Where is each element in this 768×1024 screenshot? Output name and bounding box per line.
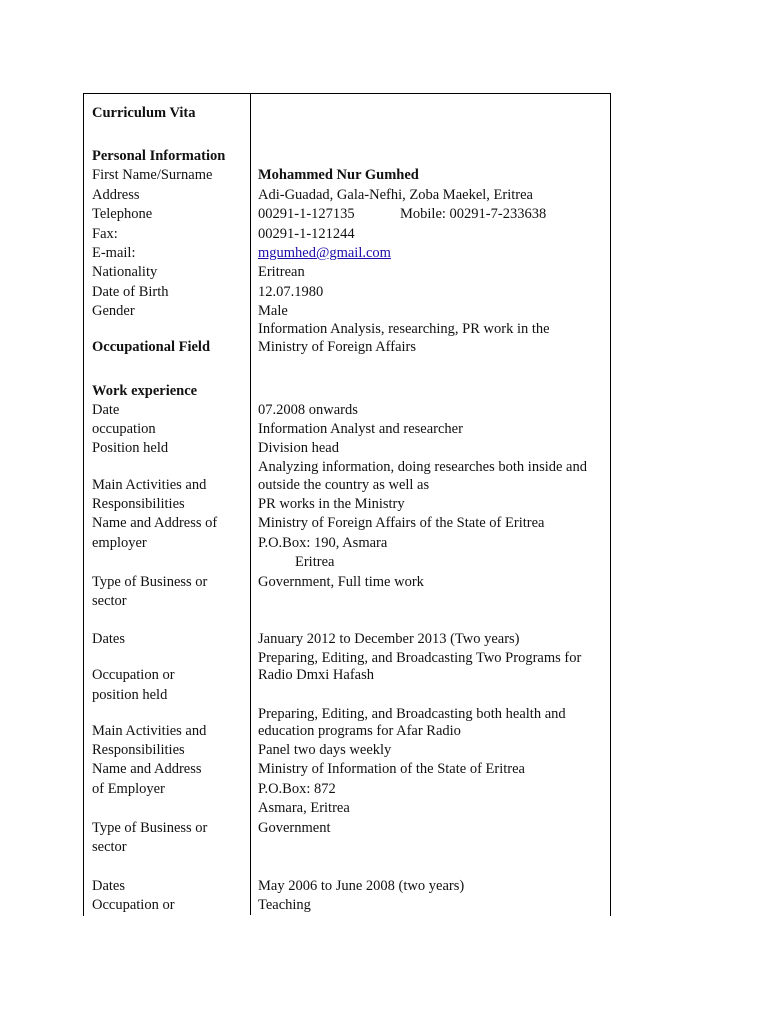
section-heading-occupational: Occupational Field (92, 339, 211, 355)
job2-employer-value-3: Asmara, Eritrea (258, 800, 350, 816)
label-first-name: First Name/Surname (92, 167, 213, 183)
job2-occupation-value-2: Radio Dmxi Hafash (258, 667, 374, 683)
job1-employer-value-3: Eritrea (295, 554, 335, 570)
job2-dates-value: January 2012 to December 2013 (Two years) (258, 631, 520, 647)
value-telephone: 00291-1-127135 (258, 206, 355, 222)
value-gender: Male (258, 303, 288, 319)
job1-business-label-2: sector (92, 593, 127, 609)
label-email: E-mail: (92, 245, 136, 261)
label-telephone: Telephone (92, 206, 153, 222)
value-first-name: Mohammed Nur Gumhed (258, 167, 419, 183)
value-mobile: Mobile: 00291-7-233638 (400, 206, 547, 222)
job2-business-label-1: Type of Business or (92, 820, 208, 836)
job2-dates-label: Dates (92, 631, 126, 647)
label-nationality: Nationality (92, 264, 158, 280)
job2-occupation-value-1: Preparing, Editing, and Broadcasting Two Programs for (258, 650, 582, 666)
job2-activities-value-2: education programs for Afar Radio (258, 723, 461, 739)
label-address: Address (92, 187, 140, 203)
occupational-line-2: Ministry of Foreign Affairs (258, 339, 417, 355)
occupational-line-1: Information Analysis, researching, PR work in the (258, 321, 550, 337)
value-nationality: Eritrean (258, 264, 305, 280)
job1-position-label: Position held (92, 440, 169, 456)
job1-activities-value-2: outside the country as well as (258, 477, 430, 493)
job2-occupation-label-2: position held (92, 687, 168, 703)
job1-activities-value-3: PR works in the Ministry (258, 496, 405, 512)
job1-employer-label-2: employer (92, 535, 147, 551)
job2-occupation-label-1: Occupation or (92, 667, 175, 683)
document-title: Curriculum Vita (92, 105, 196, 121)
job1-date-value: 07.2008 onwards (258, 402, 358, 418)
value-fax: 00291-1-121244 (258, 226, 355, 242)
job2-activities-value-3: Panel two days weekly (258, 742, 392, 758)
job3-dates-value: May 2006 to June 2008 (two years) (258, 878, 465, 894)
job2-employer-label-2: of Employer (92, 781, 165, 797)
job1-activities-label-1: Main Activities and (92, 477, 207, 493)
job2-activities-label-1: Main Activities and (92, 723, 207, 739)
job1-employer-value-1: Ministry of Foreign Affairs of the State of Eritrea (258, 515, 545, 531)
label-gender: Gender (92, 303, 135, 319)
job1-activities-label-2: Responsibilities (92, 496, 185, 512)
label-dob: Date of Birth (92, 284, 169, 300)
job2-business-value: Government (258, 820, 331, 836)
job2-employer-label-1: Name and Address (92, 761, 202, 777)
job1-employer-value-2: P.O.Box: 190, Asmara (258, 535, 388, 551)
job1-activities-value-1: Analyzing information, doing researches both inside and (258, 459, 587, 475)
job1-business-value: Government, Full time work (258, 574, 424, 590)
job1-occupation-label: occupation (92, 421, 156, 437)
email-link[interactable]: mgumhed@gmail.com (258, 245, 391, 261)
value-address: Adi-Guadad, Gala-Nefhi, Zoba Maekel, Eritrea (258, 187, 533, 203)
section-heading-personal: Personal Information (92, 148, 226, 164)
job1-position-value: Division head (258, 440, 339, 456)
job2-activities-value-1: Preparing, Editing, and Broadcasting both health and (258, 706, 566, 722)
value-dob: 12.07.1980 (258, 284, 324, 300)
label-fax: Fax: (92, 226, 118, 242)
job2-business-label-2: sector (92, 839, 127, 855)
job2-activities-label-2: Responsibilities (92, 742, 185, 758)
job1-business-label-1: Type of Business or (92, 574, 208, 590)
job2-employer-value-1: Ministry of Information of the State of Eritrea (258, 761, 525, 777)
job1-occupation-value: Information Analyst and researcher (258, 421, 463, 437)
job3-occupation-label-1: Occupation or (92, 897, 175, 913)
job3-dates-label: Dates (92, 878, 126, 894)
job1-date-label: Date (92, 402, 120, 418)
job1-employer-label-1: Name and Address of (92, 515, 218, 531)
job2-employer-value-2: P.O.Box: 872 (258, 781, 336, 797)
section-heading-work: Work experience (92, 383, 198, 399)
job3-occupation-value-1: Teaching (258, 897, 311, 913)
column-divider (250, 93, 251, 915)
